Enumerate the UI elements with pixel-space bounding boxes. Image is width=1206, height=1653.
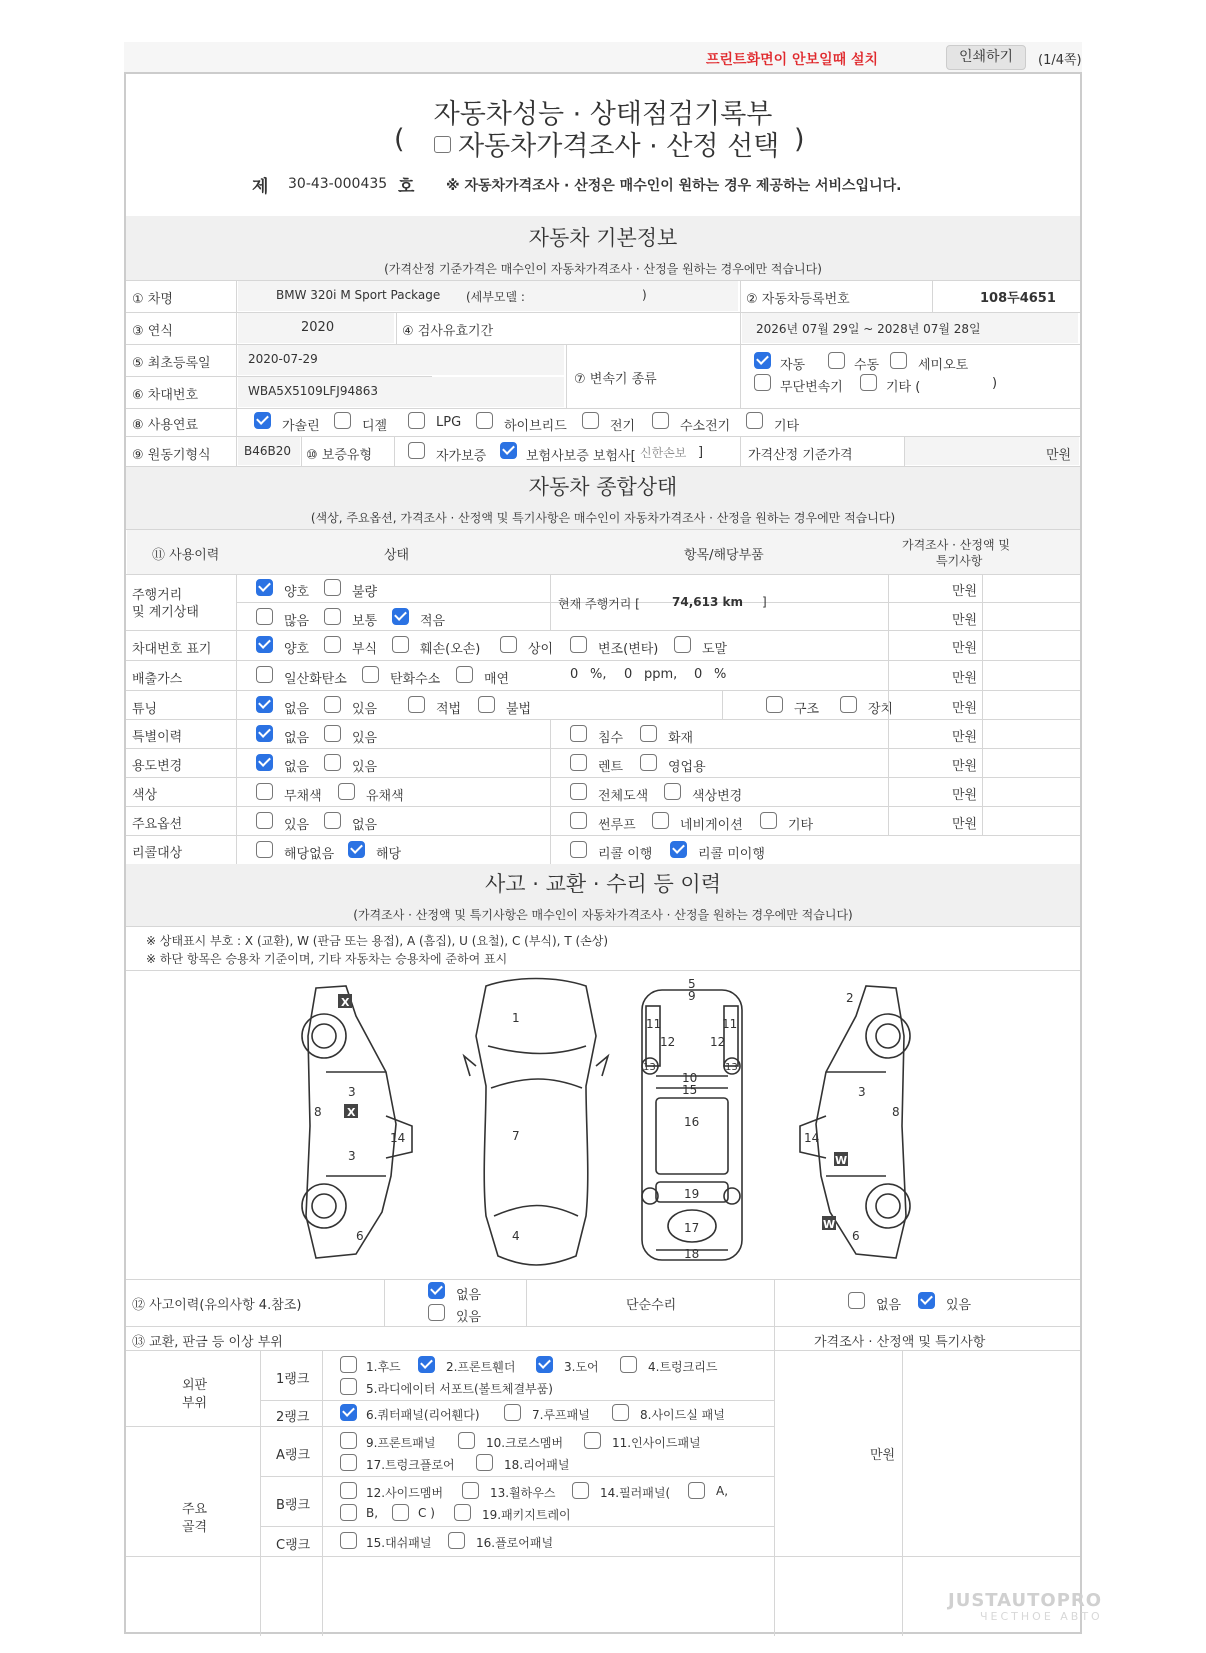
part-dashpanel-label: 15.대쉬패널 [366, 1536, 432, 1550]
mileage-good-checkbox[interactable] [256, 579, 273, 596]
engine-label: ⑨ 원동기형식 [132, 448, 211, 463]
recall-none-checkbox[interactable] [256, 841, 273, 858]
part-sidemember-label: 12.사이드멤버 [366, 1486, 444, 1500]
warranty-insurer-close: ] [698, 445, 704, 460]
vin-smeared-label: 도말 [702, 642, 728, 657]
trans-cvt-checkbox[interactable] [754, 374, 771, 391]
part-wheelhouse-checkbox[interactable] [462, 1482, 479, 1499]
part-num-3-right: 3 [858, 1085, 866, 1099]
part-rearpanel-label: 18.리어패널 [504, 1458, 570, 1472]
vin-mismatch-checkbox[interactable] [500, 636, 517, 653]
trans-other-label: 기타 ( [886, 380, 921, 395]
vin-altered-checkbox[interactable] [570, 636, 587, 653]
recall-notdone-checkbox[interactable] [670, 841, 687, 858]
special-flood-checkbox[interactable] [570, 725, 587, 742]
part-pillar-b-label: B, [366, 1506, 379, 1520]
trans-other-checkbox[interactable] [860, 374, 877, 391]
mileage-low-checkbox[interactable] [392, 608, 409, 625]
tuning-legal-checkbox[interactable] [408, 696, 425, 713]
fuel-gasoline-label: 가솔린 [282, 419, 320, 434]
col-state: 상태 [384, 548, 410, 563]
part-trunklid-checkbox[interactable] [620, 1356, 637, 1373]
part-floorpanel-label: 16.플로어패널 [476, 1536, 554, 1550]
trans-other-close: ) [992, 376, 998, 391]
tuning-device-checkbox[interactable] [840, 696, 857, 713]
outer-label-2: 부위 [182, 1396, 208, 1411]
part-num-5: 5 [688, 977, 696, 991]
part-dashpanel-checkbox[interactable] [340, 1532, 357, 1549]
fuel-hydrogen-label: 수소전기 [680, 419, 731, 434]
tuning-device-label: 장치 [868, 702, 894, 717]
part-quarter-label: 6.쿼터패널(리어휀다) [366, 1408, 480, 1422]
part-hood-checkbox[interactable] [340, 1356, 357, 1373]
emission-won: 만원 [952, 671, 978, 686]
fuel-hydrogen-checkbox[interactable] [652, 412, 669, 429]
mileage-good-label: 양호 [284, 585, 310, 600]
emission-co-unit: %, [590, 667, 607, 682]
tuning-none-checkbox[interactable] [256, 696, 273, 713]
special-fire-label: 화재 [668, 731, 694, 746]
part-radiator-checkbox[interactable] [340, 1378, 357, 1395]
trans-semiauto-checkbox[interactable] [890, 352, 907, 369]
vin-altered-label: 변조(변타) [598, 642, 659, 657]
col-items: 항목/해당부품 [684, 548, 764, 563]
fuel-hybrid-checkbox[interactable] [476, 412, 493, 429]
reg-no-value: 108두4651 [980, 291, 1056, 306]
warranty-insurer-label: 보험사보증 보험사[ [526, 449, 636, 464]
option-navi-label: 네비게이션 [680, 818, 743, 833]
tuning-structure-label: 구조 [794, 702, 820, 717]
recall-done-checkbox[interactable] [570, 841, 587, 858]
emission-smoke-value: 0 [694, 667, 703, 682]
year-value: 2020 [301, 320, 335, 335]
mileage-close: ] [762, 595, 767, 609]
usage-rent-checkbox[interactable] [570, 754, 587, 771]
service-notice: ※ 자동차가격조사 · 산정은 매수인이 원하는 경우 제공하는 서비스입니다. [446, 178, 902, 194]
part-pillar-checkbox[interactable] [572, 1482, 589, 1499]
usage-none-checkbox[interactable] [256, 754, 273, 771]
install-warning-link[interactable]: 프린트화면이 안보일때 설치 [706, 52, 879, 68]
color-achromatic-checkbox[interactable] [256, 783, 273, 800]
col-price-2: 특기사항 [936, 554, 983, 568]
part-sidemember-checkbox[interactable] [340, 1482, 357, 1499]
emission-smoke-checkbox[interactable] [456, 666, 473, 683]
part-num-15: 15 [682, 1083, 698, 1097]
usage-yes-checkbox[interactable] [324, 754, 341, 771]
part-num-2: 2 [846, 991, 854, 1005]
main-label-2: 골격 [182, 1520, 208, 1535]
mark-x-door: X [347, 1106, 356, 1119]
option-no-label: 없음 [352, 818, 378, 833]
color-won: 만원 [952, 788, 978, 803]
document-title: 자동차성능 · 상태점검기록부 [433, 99, 773, 130]
part-num-11-right: 11 [722, 1017, 738, 1031]
reg-no-label: ② 자동차등록번호 [746, 292, 850, 307]
fuel-gasoline-checkbox[interactable] [254, 412, 271, 429]
legend-line-2: ※ 하단 항목은 승용차 기준이며, 기타 자동차는 승용차에 준하여 표시 [146, 952, 508, 966]
part-fender-checkbox[interactable] [418, 1356, 435, 1373]
emission-smoke-unit: % [714, 667, 727, 682]
engine-value: B46B20 [244, 444, 292, 458]
accident-yes-label: 있음 [456, 1310, 482, 1325]
option-sunroof-checkbox[interactable] [570, 812, 587, 829]
transmission-label: ⑦ 변속기 종류 [574, 372, 657, 387]
parts-label: ⑬ 교환, 판금 등 이상 부위 [132, 1335, 283, 1350]
emission-co-label: 일산화탄소 [284, 672, 347, 687]
fuel-electric-checkbox[interactable] [582, 412, 599, 429]
usage-none-label: 없음 [284, 760, 310, 775]
top-toolbar [124, 42, 1082, 72]
document-number: 30-43-000435 [288, 176, 388, 192]
inspection-record-document [124, 72, 1082, 1634]
print-button[interactable]: 인쇄하기 [946, 45, 1026, 70]
part-num-1: 1 [512, 1011, 520, 1025]
option-won: 만원 [952, 817, 978, 832]
insurer-name-value: 신한손보 [640, 446, 687, 460]
accident-yes-checkbox[interactable] [428, 1304, 445, 1321]
part-fender-label: 2.프론트휀더 [446, 1360, 516, 1374]
option-other-checkbox[interactable] [760, 812, 777, 829]
part-num-4: 4 [512, 1229, 520, 1243]
rankB-label: B랭크 [276, 1498, 311, 1513]
part-num-10: 10 [682, 1071, 698, 1085]
parts-won: 만원 [870, 1448, 896, 1463]
warranty-self-label: 자가보증 [436, 449, 487, 464]
part-trunkfloor-label: 17.트렁크플로어 [366, 1458, 455, 1472]
part-insidepanel-label: 11.인사이드패널 [612, 1436, 701, 1450]
part-trunklid-label: 4.트렁크리드 [648, 1360, 718, 1374]
trans-semiauto-label: 세미오토 [918, 358, 969, 373]
color-repaint-label: 전체도색 [598, 789, 649, 804]
part-num-14-right: 14 [804, 1131, 820, 1145]
fuel-electric-label: 전기 [610, 419, 636, 434]
special-yes-label: 있음 [352, 731, 378, 746]
rankA-label: A랭크 [276, 1448, 311, 1463]
basic-info-heading: 자동차 기본정보 [528, 226, 678, 250]
part-frontpanel-label: 9.프론트패널 [366, 1436, 436, 1450]
special-yes-checkbox[interactable] [324, 725, 341, 742]
overall-heading: 자동차 종합상태 [528, 475, 678, 499]
part-num-12-left: 12 [660, 1035, 676, 1049]
first-reg-value: 2020-07-29 [248, 352, 318, 366]
part-pillar-c-checkbox[interactable] [392, 1504, 409, 1521]
mileage-label: 주행거리 [132, 588, 183, 603]
recall-none-label: 해당없음 [284, 847, 335, 862]
part-trunkfloor-checkbox[interactable] [340, 1454, 357, 1471]
color-repaint-checkbox[interactable] [570, 783, 587, 800]
emission-label: 배출가스 [132, 672, 183, 687]
overall-subheading: (색상, 주요옵션, 가격조사 · 산정액 및 특기사항은 매수인이 자동차가격조사 · 산정을 원하는 경우에만 적습니다) [310, 511, 896, 525]
option-yes-label: 있음 [284, 818, 310, 833]
emission-smoke-label: 매연 [484, 672, 510, 687]
inspect-period-label: ④ 검사유효기간 [402, 324, 494, 339]
color-achromatic-label: 무채색 [284, 789, 322, 804]
car-damage-diagram [286, 976, 926, 1276]
part-num-11-left: 11 [646, 1017, 662, 1031]
emission-co-value: 0 [570, 667, 579, 682]
usage-rent-label: 렌트 [598, 760, 624, 775]
part-num-3b-left: 3 [348, 1149, 356, 1163]
warranty-insurer-checkbox[interactable] [500, 442, 517, 459]
part-sidesill-label: 8.사이드실 패널 [640, 1408, 725, 1422]
part-num-13-left: 13 [643, 1062, 656, 1073]
part-num-8-right: 8 [892, 1105, 900, 1119]
mileage-high-checkbox[interactable] [256, 608, 273, 625]
part-door-checkbox[interactable] [536, 1356, 553, 1373]
price-base-label: 가격산정 기준가격 [748, 448, 853, 463]
recall-yes-label: 해당 [376, 847, 402, 862]
recall-notdone-label: 리콜 미이행 [698, 847, 765, 862]
mileage-normal-label: 보통 [352, 614, 378, 629]
option-yes-checkbox[interactable] [256, 812, 273, 829]
tuning-won: 만원 [952, 701, 978, 716]
mileage-won-2: 만원 [952, 613, 978, 628]
mileage-label-2: 및 계기상태 [132, 605, 199, 620]
tuning-none-label: 없음 [284, 702, 310, 717]
repair-none-checkbox[interactable] [848, 1292, 865, 1309]
year-label: ③ 연식 [132, 324, 173, 339]
warranty-label: ⑩ 보증유형 [306, 448, 373, 463]
fuel-diesel-label: 디젤 [362, 419, 388, 434]
usage-business-checkbox[interactable] [640, 754, 657, 771]
vin-label: ⑥ 차대번호 [132, 388, 199, 403]
fuel-other-label: 기타 [774, 419, 800, 434]
overall-header [126, 467, 1080, 529]
part-num-7: 7 [512, 1129, 520, 1143]
emission-hc-value: 0 [624, 667, 633, 682]
price-survey-checkbox[interactable] [434, 136, 451, 153]
fuel-lpg-checkbox[interactable] [408, 412, 425, 429]
repair-yes-checkbox[interactable] [918, 1292, 935, 1309]
option-navi-checkbox[interactable] [652, 812, 669, 829]
option-sunroof-label: 썬루프 [598, 818, 636, 833]
part-num-18: 18 [684, 1247, 700, 1261]
trans-cvt-label: 무단변속기 [780, 380, 843, 395]
part-num-6-right: 6 [852, 1229, 860, 1243]
fuel-lpg-label: LPG [436, 415, 462, 430]
mark-x-hood: X [341, 996, 350, 1009]
basic-info-header [126, 216, 1080, 280]
inspect-period-value: 2026년 07월 29일 ~ 2028년 07월 28일 [756, 322, 981, 336]
no-suffix: 호 [398, 177, 415, 197]
part-sidesill-checkbox[interactable] [612, 1404, 629, 1421]
fuel-label: ⑧ 사용연료 [132, 418, 199, 433]
vin-corrosion-label: 부식 [352, 642, 378, 657]
part-num-8-left: 8 [314, 1105, 322, 1119]
vin-good-label: 양호 [284, 642, 310, 657]
fuel-other-checkbox[interactable] [746, 412, 763, 429]
part-num-12-right: 12 [710, 1035, 726, 1049]
rankC-label: C랭크 [276, 1538, 311, 1553]
accident-subheading: (가격조사 · 산정액 및 특기사항은 매수인이 자동차가격조사 · 산정을 원하는 경우에만 적습니다) [353, 908, 853, 922]
emission-hc-unit: ppm, [644, 667, 678, 682]
mileage-high-label: 많음 [284, 614, 310, 629]
tuning-legal-label: 적법 [436, 702, 462, 717]
document-subtitle: 자동차가격조사 · 산정 선택 [458, 131, 780, 162]
recall-label: 리콜대상 [132, 846, 183, 861]
part-quarter-checkbox[interactable] [340, 1404, 357, 1421]
col-price: 가격조사 · 산정액 및 [902, 538, 1010, 552]
part-packagetray-label: 19.패키지트레이 [482, 1508, 571, 1522]
watermark-sub: ЧЕСТНОЕ АВТО [980, 1610, 1103, 1623]
part-num-19: 19 [684, 1187, 700, 1201]
subtitle-close: ) [794, 124, 805, 155]
detail-model-close: ) [642, 288, 647, 302]
part-pillar-a-label: A, [716, 1484, 729, 1498]
parts-price-label: 가격조사 · 산정액 및 특기사항 [814, 1335, 986, 1350]
part-door-label: 3.도어 [564, 1360, 599, 1374]
part-crossmember-label: 10.크로스멤버 [486, 1436, 564, 1450]
tuning-structure-checkbox[interactable] [766, 696, 783, 713]
legend-line-1: ※ 상태표시 부호 : X (교환), W (판금 또는 용접), A (흠집), U (요철), C (부식), T (손상) [146, 934, 609, 948]
part-radiator-label: 5.라디에이터 서포트(볼트체결부품) [366, 1382, 553, 1396]
accident-header [126, 864, 1080, 926]
part-num-3-left: 3 [348, 1085, 356, 1099]
rank2-label: 2랭크 [276, 1410, 310, 1425]
accident-none-checkbox[interactable] [428, 1282, 445, 1299]
part-roof-label: 7.루프패널 [532, 1408, 590, 1422]
part-wheelhouse-label: 13.휠하우스 [490, 1486, 556, 1500]
trans-auto-checkbox[interactable] [754, 352, 771, 369]
color-chromatic-label: 유채색 [366, 789, 404, 804]
option-other-label: 기타 [788, 818, 814, 833]
usage-yes-label: 있음 [352, 760, 378, 775]
part-pillar-a-checkbox[interactable] [688, 1482, 705, 1499]
accident-none-label: 없음 [456, 1288, 482, 1303]
part-num-13-right: 13 [725, 1062, 738, 1073]
car-name-value: BMW 320i M Sport Package [276, 288, 441, 302]
vin-good-checkbox[interactable] [256, 636, 273, 653]
color-change-label: 색상변경 [692, 789, 743, 804]
mileage-bad-checkbox[interactable] [324, 579, 341, 596]
mark-w-quarter: W [823, 1218, 836, 1231]
special-none-label: 없음 [284, 731, 310, 746]
usage-business-label: 영업용 [668, 760, 706, 775]
emission-hc-label: 탄화수소 [390, 672, 441, 687]
tuning-illegal-checkbox[interactable] [478, 696, 495, 713]
trans-auto-label: 자동 [780, 358, 806, 373]
part-num-6-left: 6 [356, 1229, 364, 1243]
color-change-checkbox[interactable] [664, 783, 681, 800]
page-indicator: (1/4쪽) [1038, 53, 1082, 68]
mark-w-door: W [835, 1154, 848, 1167]
car-name-label: ① 차명 [132, 292, 173, 307]
vin-damage-checkbox[interactable] [392, 636, 409, 653]
accident-heading: 사고 · 교환 · 수리 등 이력 [485, 872, 721, 896]
fuel-hybrid-label: 하이브리드 [504, 419, 567, 434]
mileage-low-label: 적음 [420, 614, 446, 629]
warranty-self-checkbox[interactable] [408, 442, 425, 459]
mileage-text: 현재 주행거리 [ [558, 597, 640, 611]
rank1-label: 1랭크 [276, 1372, 310, 1387]
part-floorpanel-checkbox[interactable] [448, 1532, 465, 1549]
part-num-14-left: 14 [390, 1131, 406, 1145]
col-history: ⑪ 사용이력 [152, 548, 220, 563]
simple-repair-label: 단순수리 [626, 1298, 677, 1313]
part-roof-checkbox[interactable] [504, 1404, 521, 1421]
vin-value: WBA5X5109LFJ94863 [248, 384, 379, 398]
accident-history-label: ⑫ 사고이력(유의사항 4.참조) [132, 1298, 302, 1313]
mileage-won-1: 만원 [952, 584, 978, 599]
part-packagetray-checkbox[interactable] [454, 1504, 471, 1521]
emission-co-checkbox[interactable] [256, 666, 273, 683]
mileage-normal-checkbox[interactable] [324, 608, 341, 625]
tuning-yes-label: 있음 [352, 702, 378, 717]
watermark-brand: JUSTAUTOPRO [948, 1590, 1103, 1611]
option-label: 주요옵션 [132, 817, 183, 832]
basic-info-subheading: (가격산정 기준가격은 매수인이 자동차가격조사 · 산정을 원하는 경우에만 적습니다) [384, 262, 822, 276]
special-label: 특별이력 [132, 730, 183, 745]
special-none-checkbox[interactable] [256, 725, 273, 742]
part-pillar-c-label: C ) [418, 1506, 435, 1520]
part-pillar-b-toggle[interactable] [340, 1504, 357, 1521]
subtitle-open: ( [394, 124, 405, 155]
color-chromatic-checkbox[interactable] [338, 783, 355, 800]
option-no-checkbox[interactable] [324, 812, 341, 829]
outer-label: 외판 [182, 1378, 208, 1393]
special-flood-label: 침수 [598, 731, 624, 746]
part-insidepanel-checkbox[interactable] [584, 1432, 601, 1449]
first-reg-label: ⑤ 최초등록일 [132, 356, 211, 371]
part-crossmember-checkbox[interactable] [458, 1432, 475, 1449]
part-num-16: 16 [684, 1115, 700, 1129]
part-num-9: 9 [688, 989, 696, 1003]
vin-state-label: 차대번호 표기 [132, 642, 212, 657]
part-num-17: 17 [684, 1221, 700, 1235]
main-label: 주요 [182, 1502, 208, 1517]
trans-manual-label: 수동 [854, 358, 880, 373]
vin-smeared-checkbox[interactable] [674, 636, 691, 653]
part-pillar-label: 14.필러패널( [600, 1486, 671, 1500]
usage-label: 용도변경 [132, 759, 183, 774]
trans-manual-checkbox[interactable] [828, 352, 845, 369]
usage-won: 만원 [952, 759, 978, 774]
recall-yes-checkbox[interactable] [348, 841, 365, 858]
emission-hc-checkbox[interactable] [362, 666, 379, 683]
detail-model-label: (세부모델 : [466, 290, 525, 304]
vin-won: 만원 [952, 641, 978, 656]
price-base-won: 만원 [1046, 448, 1072, 463]
mileage-bad-label: 불량 [352, 585, 378, 600]
special-won: 만원 [952, 730, 978, 745]
repair-none-label: 없음 [876, 1298, 902, 1313]
recall-done-label: 리콜 이행 [598, 847, 653, 862]
vin-damage-label: 훼손(오손) [420, 642, 481, 657]
color-label: 색상 [132, 788, 158, 803]
special-fire-checkbox[interactable] [640, 725, 657, 742]
tuning-yes-checkbox[interactable] [324, 696, 341, 713]
tuning-illegal-label: 불법 [506, 702, 532, 717]
part-frontpanel-checkbox[interactable] [340, 1432, 357, 1449]
vin-corrosion-checkbox[interactable] [324, 636, 341, 653]
fuel-diesel-checkbox[interactable] [334, 412, 351, 429]
repair-yes-label: 있음 [946, 1298, 972, 1313]
mileage-value: 74,613 km [672, 595, 743, 609]
part-rearpanel-checkbox[interactable] [476, 1454, 493, 1471]
vin-mismatch-label: 상이 [528, 642, 554, 657]
part-hood-label: 1.후드 [366, 1360, 401, 1374]
tuning-label: 튜닝 [132, 702, 158, 717]
no-prefix: 제 [252, 177, 269, 197]
